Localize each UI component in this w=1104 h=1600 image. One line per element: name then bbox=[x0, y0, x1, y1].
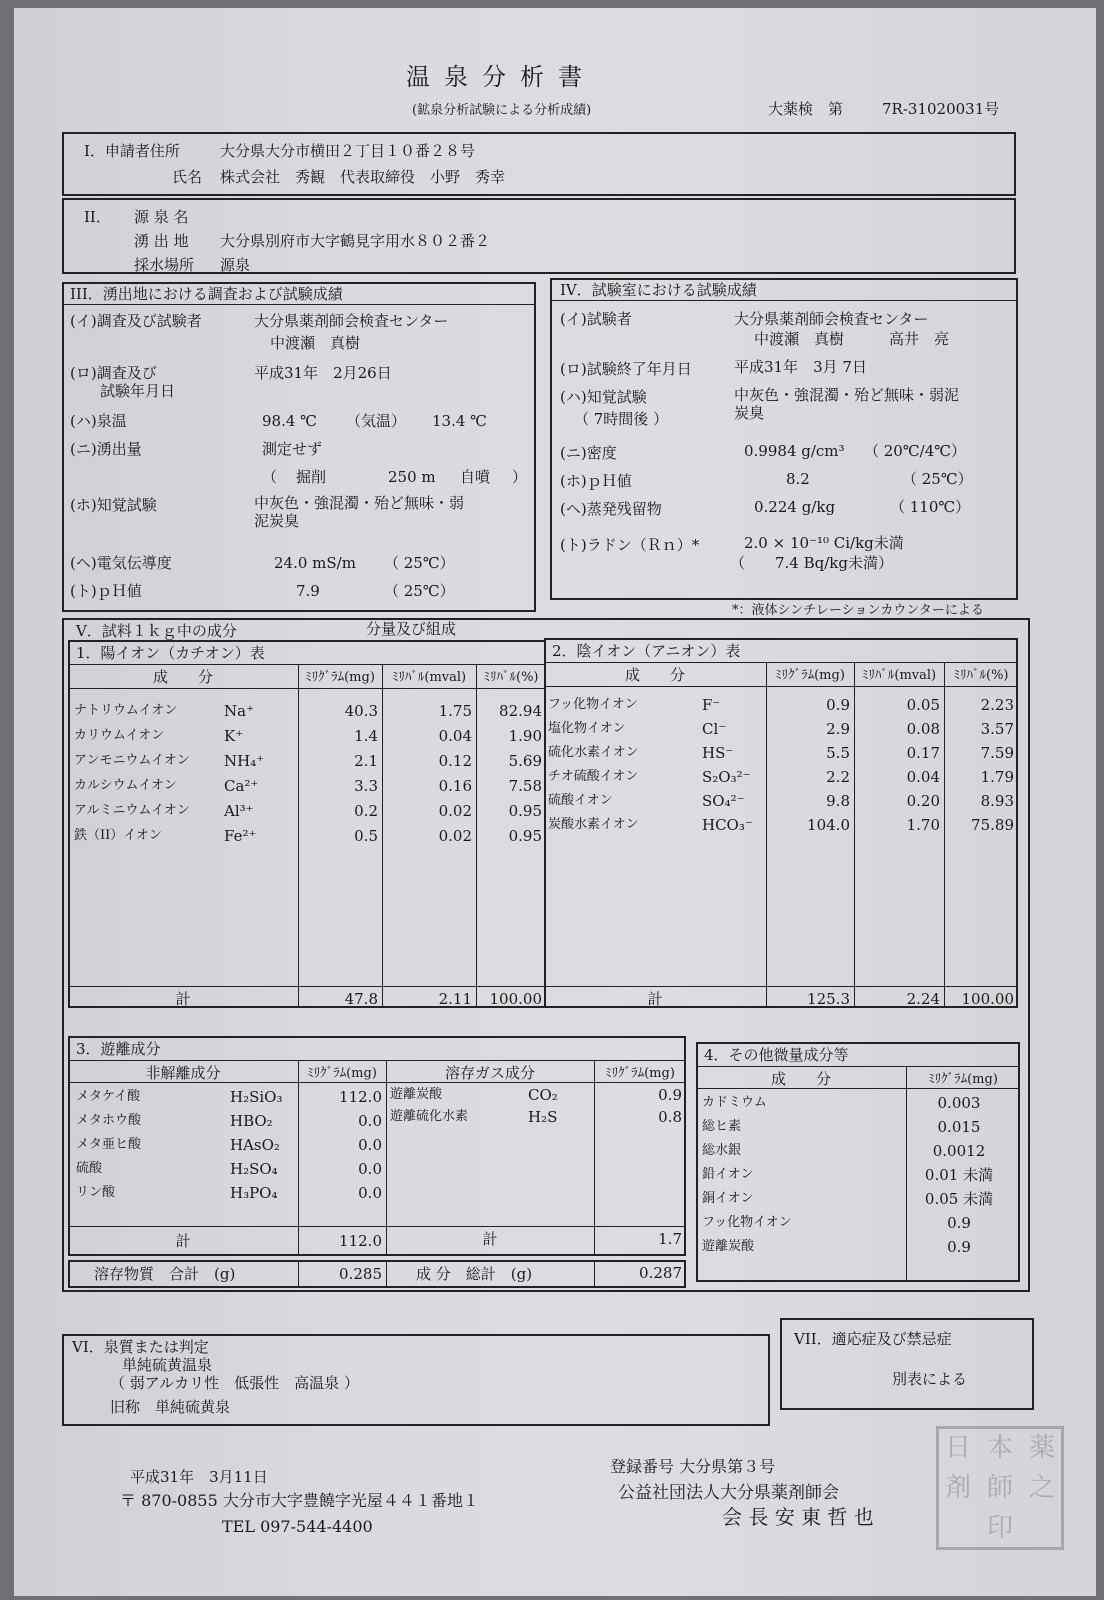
ph-field-temp: （ 25℃） bbox=[384, 582, 455, 600]
anion-mval: 0.04 bbox=[906, 768, 940, 786]
radon-label: (ト)ラドン（Ｒｎ）* bbox=[560, 536, 700, 554]
perception-label: (ホ)知覚試験 bbox=[70, 496, 157, 514]
free-title: 3．遊離成分 bbox=[76, 1040, 161, 1058]
free-name: メタホウ酸 bbox=[76, 1113, 142, 1128]
spring-box bbox=[62, 198, 1016, 274]
anion-name: 硫酸イオン bbox=[548, 793, 613, 808]
composition-title: V．試料１ｋｇ中の成分 bbox=[76, 622, 237, 640]
free-symbol: HAsO₂ bbox=[230, 1136, 280, 1154]
surveyor-org: 大分県薬剤師会検査センター bbox=[254, 312, 449, 330]
sampling-label: 採水場所 bbox=[134, 256, 195, 274]
issue-date: 平成31年 3月11日 bbox=[130, 1468, 268, 1486]
anion-mval: 0.20 bbox=[906, 792, 940, 810]
anion-symbol: Cl⁻ bbox=[702, 720, 727, 738]
cation-header-mg: ﾐﾘｸﾞﾗﾑ(mg) bbox=[305, 670, 375, 685]
cation-table bbox=[68, 640, 546, 1008]
trace-mg: 0.0012 bbox=[932, 1142, 986, 1160]
anion-total-label: 計 bbox=[647, 990, 663, 1008]
anion-symbol: F⁻ bbox=[702, 696, 721, 714]
trace-mg: 0.01 未満 bbox=[924, 1166, 994, 1184]
cation-total-mg: 47.8 bbox=[344, 990, 378, 1008]
cation-mg: 2.1 bbox=[354, 752, 378, 770]
spring-temp-label: (ハ)泉温 bbox=[70, 412, 127, 430]
cation-mval: 0.16 bbox=[438, 777, 472, 795]
gas-name: 遊離炭酸 bbox=[390, 1087, 443, 1102]
issuer-president: 会 長 安 東 哲 也 bbox=[722, 1505, 874, 1529]
residue-temp: （ 110℃） bbox=[890, 498, 971, 516]
applicant-name-label: 氏名 bbox=[172, 168, 203, 186]
applicant-box bbox=[62, 132, 1016, 196]
anion-header-pct: ﾐﾘﾊﾞﾙ(%) bbox=[953, 668, 1009, 683]
anion-pct: 8.93 bbox=[980, 792, 1014, 810]
cation-mg: 0.2 bbox=[354, 802, 378, 820]
cation-symbol: K⁺ bbox=[224, 727, 244, 745]
spring-quality-3: 旧称 単純硫黄泉 bbox=[110, 1398, 231, 1416]
trace-name: 銅イオン bbox=[702, 1191, 754, 1206]
cation-pct: 7.58 bbox=[508, 777, 542, 795]
free-header-nondissociated: 非解離成分 bbox=[145, 1064, 221, 1082]
spring-quality-title: VI．泉質または判定 bbox=[72, 1338, 209, 1356]
tester-org: 大分県薬剤師会検査センター bbox=[734, 310, 929, 328]
anion-total-mg: 125.3 bbox=[807, 990, 850, 1008]
lab-perception-label: (ハ)知覚試験 bbox=[560, 388, 647, 406]
flow-type: 自噴 bbox=[460, 468, 491, 486]
free-mg: 0.0 bbox=[358, 1184, 382, 1202]
ph-lab: 8.2 bbox=[786, 470, 810, 488]
anion-mg: 2.2 bbox=[826, 768, 850, 786]
outflow-location: 大分県別府市大字鶴見字用水８０２番２ bbox=[220, 232, 491, 250]
issuer-tel: TEL 097-544-4400 bbox=[222, 1517, 373, 1536]
cation-symbol: Fe²⁺ bbox=[224, 827, 257, 845]
anion-symbol: SO₄²⁻ bbox=[702, 792, 745, 810]
trace-name: カドミウム bbox=[702, 1095, 767, 1110]
gas-mg: 0.9 bbox=[658, 1086, 682, 1104]
cation-total-pct: 100.00 bbox=[489, 990, 542, 1008]
anion-mg: 5.5 bbox=[826, 744, 850, 762]
cation-symbol: NH₄⁺ bbox=[224, 752, 265, 770]
free-name: メタケイ酸 bbox=[76, 1089, 141, 1104]
issuer-org: 公益社団法人大分県薬剤師会 bbox=[618, 1483, 839, 1503]
perception-2: 泥炭臭 bbox=[254, 512, 300, 530]
anion-name: フッ化物イオン bbox=[548, 697, 638, 712]
free-header-mg: ﾐﾘｸﾞﾗﾑ(mg) bbox=[307, 1066, 377, 1081]
gas-total-mg: 1.7 bbox=[658, 1230, 682, 1248]
trace-header-mg: ﾐﾘｸﾞﾗﾑ(mg) bbox=[928, 1072, 998, 1087]
perception-1: 中灰色・強混濁・殆ど無味・弱 bbox=[254, 494, 465, 512]
trace-name: 遊離炭酸 bbox=[702, 1239, 755, 1254]
anion-header-component: 成 分 bbox=[624, 666, 685, 684]
anion-name: 塩化物イオン bbox=[548, 721, 626, 736]
cation-pct: 1.90 bbox=[508, 727, 542, 745]
anion-pct: 75.89 bbox=[971, 816, 1014, 834]
free-mg: 0.0 bbox=[358, 1160, 382, 1178]
cation-total-mval: 2.11 bbox=[438, 990, 472, 1008]
anion-pct: 1.79 bbox=[980, 768, 1014, 786]
survey-date: 平成31年 2月26日 bbox=[254, 364, 392, 382]
anion-name: 硫化水素イオン bbox=[548, 745, 639, 760]
conductivity-label: (ヘ)電気伝導度 bbox=[70, 554, 172, 572]
anion-symbol: S₂O₃²⁻ bbox=[702, 768, 751, 786]
registration-number: 登録番号 大分県第３号 bbox=[610, 1457, 776, 1476]
ph-lab-temp: （ 25℃） bbox=[902, 470, 973, 488]
gas-mg: 0.8 bbox=[658, 1108, 682, 1126]
applicant-name: 株式会社 秀観 代表取締役 小野 秀幸 bbox=[220, 168, 506, 186]
anion-total-mval: 2.24 bbox=[906, 990, 940, 1008]
cation-name: アンモニウムイオン bbox=[74, 753, 190, 768]
cation-mval: 0.02 bbox=[438, 802, 472, 820]
residue: 0.224 g/kg bbox=[754, 498, 836, 516]
free-total-label: 計 bbox=[175, 1232, 191, 1250]
cation-name: 鉄（II）イオン bbox=[74, 828, 162, 843]
test-end-date: 平成31年 3月 7日 bbox=[734, 358, 867, 376]
free-name: 硫酸 bbox=[76, 1161, 103, 1176]
anion-symbol: HCO₃⁻ bbox=[702, 816, 753, 834]
flow-paren-close: ） bbox=[512, 468, 528, 486]
lab-test-title: IV．試験室における試験成績 bbox=[560, 281, 757, 299]
survey-date-label: (ロ)調査及び bbox=[70, 364, 157, 382]
cation-mg: 1.4 bbox=[354, 727, 378, 745]
anion-total-pct: 100.00 bbox=[961, 990, 1014, 1008]
sampling-place: 源泉 bbox=[220, 256, 251, 274]
density-label: (ニ)密度 bbox=[560, 444, 617, 462]
density: 0.9984 g/cm³ bbox=[744, 442, 845, 460]
flow-rate-label: (ニ)湧出量 bbox=[70, 440, 142, 458]
anion-name: チオ硫酸イオン bbox=[548, 769, 639, 784]
test-end-label: (ロ)試験終了年月日 bbox=[560, 360, 692, 378]
document-title: 温泉分析書 bbox=[406, 63, 596, 91]
conductivity: 24.0 mS/m bbox=[274, 554, 356, 572]
anion-mval: 0.17 bbox=[906, 744, 940, 762]
grand-total-label: 成 分 総計 (g) bbox=[416, 1265, 533, 1283]
flow-method: 掘削 bbox=[296, 468, 327, 486]
indication-title: VII．適応症及び禁忌症 bbox=[794, 1330, 952, 1348]
trace-header-component: 成 分 bbox=[770, 1070, 831, 1088]
surveyor-name: 中渡瀬 真樹 bbox=[270, 334, 361, 352]
ph-field: 7.9 bbox=[296, 582, 320, 600]
trace-name: 総ヒ素 bbox=[702, 1119, 742, 1134]
radon-ci: 2.0 × 10⁻¹⁰ Ci/kg未満 bbox=[744, 534, 904, 552]
cation-symbol: Ca²⁺ bbox=[224, 777, 259, 795]
air-temp-label: （気温） bbox=[346, 412, 407, 430]
radon-note: *：液体シンチレーションカウンターによる bbox=[732, 603, 984, 618]
anion-symbol: HS⁻ bbox=[702, 744, 734, 762]
free-total-mg: 112.0 bbox=[339, 1232, 382, 1250]
anion-mg: 104.0 bbox=[807, 816, 850, 834]
spring-quality-1: 単純硫黄温泉 bbox=[122, 1356, 213, 1374]
free-name: メタ亜ヒ酸 bbox=[76, 1137, 142, 1152]
anion-mval: 1.70 bbox=[906, 816, 940, 834]
cation-symbol: Na⁺ bbox=[224, 702, 254, 720]
free-mg: 0.0 bbox=[358, 1112, 382, 1130]
lab-perception-2: 炭臭 bbox=[734, 404, 765, 422]
trace-name: 総水銀 bbox=[702, 1143, 742, 1158]
flow-rate: 測定せず bbox=[262, 440, 323, 458]
ph-field-label: (ト)ｐＨ値 bbox=[70, 582, 142, 600]
cation-header-component: 成 分 bbox=[152, 668, 213, 686]
free-symbol: HBO₂ bbox=[230, 1112, 273, 1130]
cation-mg: 3.3 bbox=[354, 777, 378, 795]
anion-title: 2．陰イオン（アニオン）表 bbox=[552, 642, 741, 660]
cation-header-pct: ﾐﾘﾊﾞﾙ(%) bbox=[483, 670, 539, 685]
free-mg: 112.0 bbox=[339, 1088, 382, 1106]
free-symbol: H₃PO₄ bbox=[230, 1184, 278, 1202]
trace-title: 4．その他微量成分等 bbox=[704, 1046, 849, 1064]
free-mg: 0.0 bbox=[358, 1136, 382, 1154]
surveyor-label: (イ)調査及び試験者 bbox=[70, 312, 202, 330]
anion-mg: 0.9 bbox=[826, 696, 850, 714]
free-header-gas-mg: ﾐﾘｸﾞﾗﾑ(mg) bbox=[605, 1066, 675, 1081]
trace-name: 鉛イオン bbox=[702, 1167, 754, 1182]
issuer-address: 〒 870-0855 大分市大字豊饒字光屋４４１番地１ bbox=[120, 1491, 479, 1510]
analysis-document bbox=[14, 8, 1096, 1596]
outflow-label: 湧 出 地 bbox=[134, 232, 189, 250]
cation-name: アルミニウムイオン bbox=[74, 803, 190, 818]
doc-number-label: 大薬検 第 bbox=[768, 100, 844, 118]
cation-mval: 0.02 bbox=[438, 827, 472, 845]
applicant-address: 大分県大分市横田２丁目１０番２８号 bbox=[220, 142, 476, 160]
anion-header-mval: ﾐﾘﾊﾞﾙ(mval) bbox=[861, 668, 937, 683]
ph-lab-label: (ホ)ｐＨ値 bbox=[560, 472, 632, 490]
free-symbol: H₂SO₄ bbox=[230, 1160, 278, 1178]
anion-pct: 7.59 bbox=[980, 744, 1014, 762]
anion-pct: 2.23 bbox=[980, 696, 1014, 714]
anion-header-mg: ﾐﾘｸﾞﾗﾑ(mg) bbox=[775, 668, 845, 683]
lab-perception-1: 中灰色・強混濁・殆ど無味・弱泥 bbox=[734, 386, 960, 404]
gas-total-label: 計 bbox=[482, 1230, 498, 1248]
trace-mg: 0.9 bbox=[947, 1214, 971, 1232]
density-temp: （ 20℃/4℃） bbox=[864, 442, 967, 460]
document-subtitle: (鉱泉分析試験による分析成績) bbox=[412, 103, 592, 118]
section-2-label: II． bbox=[84, 208, 111, 226]
cation-pct: 0.95 bbox=[508, 802, 542, 820]
cation-pct: 0.95 bbox=[508, 827, 542, 845]
official-seal: 日 本 薬 剤 師 之 印 bbox=[936, 1426, 1064, 1550]
trace-mg: 0.05 未満 bbox=[924, 1190, 994, 1208]
cation-name: ナトリウムイオン bbox=[74, 703, 178, 718]
trace-name: フッ化物イオン bbox=[702, 1215, 792, 1230]
gas-name: 遊離硫化水素 bbox=[390, 1109, 469, 1124]
cation-name: カルシウムイオン bbox=[74, 778, 177, 793]
cation-header-mval: ﾐﾘﾊﾞﾙ(mval) bbox=[391, 670, 467, 685]
cation-mg: 0.5 bbox=[354, 827, 378, 845]
tester-names: 中渡瀬 真樹 高井 亮 bbox=[754, 330, 950, 348]
anion-mg: 2.9 bbox=[826, 720, 850, 738]
air-temp: 13.4 ℃ bbox=[432, 412, 487, 430]
grand-total: 0.287 bbox=[639, 1264, 682, 1282]
free-name: リン酸 bbox=[76, 1185, 116, 1200]
cation-pct: 82.94 bbox=[499, 702, 542, 720]
spring-temp: 98.4 ℃ bbox=[262, 412, 317, 430]
flow-paren-open: （ bbox=[262, 468, 278, 486]
trace-mg: 0.015 bbox=[937, 1118, 981, 1136]
cation-total-label: 計 bbox=[175, 990, 191, 1008]
anion-name: 炭酸水素イオン bbox=[548, 817, 639, 832]
residue-label: (ヘ)蒸発残留物 bbox=[560, 500, 662, 518]
doc-number: 7R-31020031号 bbox=[882, 100, 1000, 118]
cation-mg: 40.3 bbox=[344, 702, 378, 720]
cation-title: 1．陽イオン（カチオン）表 bbox=[76, 644, 265, 662]
gas-symbol: H₂S bbox=[528, 1108, 558, 1126]
spring-quality-2: （ 弱アルカリ性 低張性 高温泉 ） bbox=[110, 1374, 359, 1392]
dissolved-total: 0.285 bbox=[339, 1265, 382, 1283]
anion-mval: 0.08 bbox=[906, 720, 940, 738]
flow-depth: 250 m bbox=[388, 468, 436, 486]
cation-mval: 0.12 bbox=[438, 752, 472, 770]
cation-symbol: Al³⁺ bbox=[224, 802, 254, 820]
trace-mg: 0.003 bbox=[937, 1094, 981, 1112]
lab-perception-sub: （ 7時間後 ） bbox=[574, 410, 669, 428]
cation-pct: 5.69 bbox=[508, 752, 542, 770]
cation-mval: 1.75 bbox=[438, 702, 472, 720]
anion-pct: 3.57 bbox=[980, 720, 1014, 738]
cation-mval: 0.04 bbox=[438, 727, 472, 745]
gas-symbol: CO₂ bbox=[528, 1086, 558, 1104]
composition-subtitle: 分量及び組成 bbox=[366, 620, 457, 638]
applicant-address-label: I．申請者住所 bbox=[84, 142, 180, 160]
conductivity-temp: （ 25℃） bbox=[384, 554, 455, 572]
dissolved-total-label: 溶存物質 合計 (g) bbox=[94, 1265, 236, 1283]
tester-label: (イ)試験者 bbox=[560, 310, 632, 328]
free-symbol: H₂SiO₃ bbox=[230, 1088, 283, 1106]
spring-name-label: 源 泉 名 bbox=[134, 208, 189, 226]
radon-bq: （ 7.4 Bq/kg未満） bbox=[730, 554, 893, 572]
field-survey-title: III．湧出地における調査および試験成績 bbox=[70, 285, 343, 303]
trace-mg: 0.9 bbox=[947, 1238, 971, 1256]
free-header-gas: 溶存ガス成分 bbox=[444, 1064, 535, 1082]
anion-mg: 9.8 bbox=[826, 792, 850, 810]
cation-name: カリウムイオン bbox=[74, 728, 165, 743]
anion-mval: 0.05 bbox=[906, 696, 940, 714]
survey-date-label-2: 試験年月日 bbox=[100, 382, 176, 400]
indication-body: 別表による bbox=[892, 1370, 968, 1388]
